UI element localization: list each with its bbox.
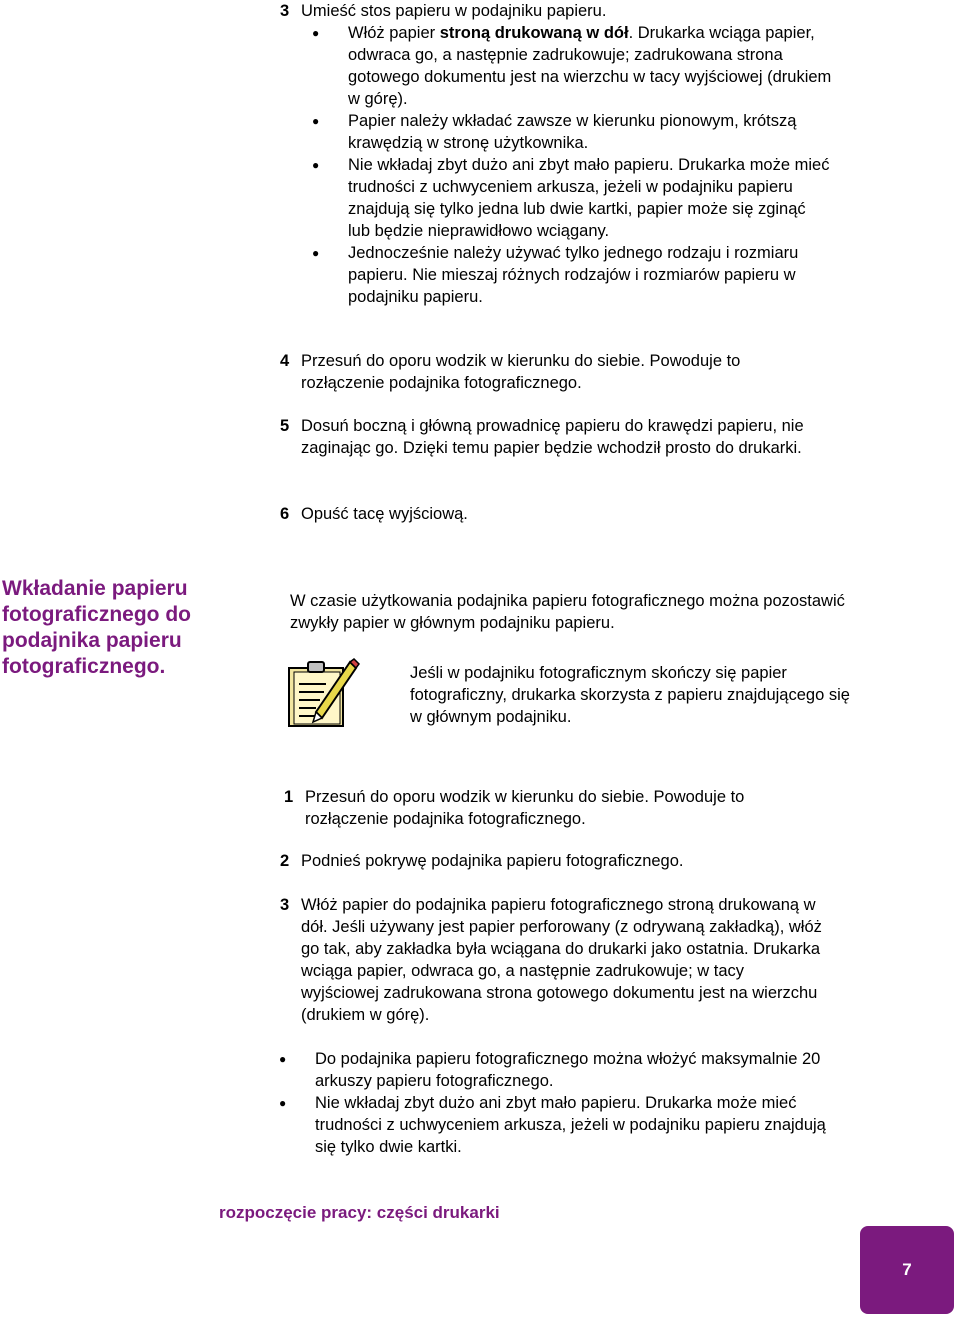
step-2-lift-cover <box>280 850 880 872</box>
note-text: Jeśli w podajniku fotograficznym skończy się papier fotograficzny, drukarka skorzysta z papieru znajdującego się w głównym podajniku. <box>410 664 850 726</box>
step-number: 1 <box>284 788 294 806</box>
list-item: ● Nie wkładaj zbyt dużo ani zbyt mało papieru. Drukarka może mieć trudności z uchwyceniem arkusza, jeżeli w podajniku papieru znajdują się tylko dwie kartki. <box>279 1094 826 1156</box>
step-text: Przesuń do oporu wodzik w kierunku do siebie. Powoduje to rozłączenie podajnika fotograficznego. <box>301 352 741 392</box>
bullet-icon: ● <box>279 1052 287 1066</box>
list-item: ● Papier należy wkładać zawsze w kierunku pionowym, krótszą krawędzią w stronę użytkownika. <box>312 112 797 152</box>
step-text: Umieść stos papieru w podajniku papieru. <box>301 2 607 20</box>
footer-section-title: rozpoczęcie pracy: części drukarki <box>219 1203 500 1222</box>
note-pencil-icon <box>286 656 360 730</box>
step-5-adjust-guides <box>280 415 840 459</box>
step-1-slide-lever <box>284 786 804 830</box>
step-text: Opuść tacę wyjściową. <box>301 505 468 523</box>
page-number-badge <box>860 1226 954 1314</box>
step-3-load-paper <box>280 0 880 22</box>
list-item: ● Włóż papier stroną drukowaną w dół. Drukarka wciąga papier, odwraca go, a następnie zadrukowuje; zadrukowana strona gotowego dokumentu jest na wierzchu w tacy wyjściowej (drukiem w górę). <box>312 24 832 108</box>
step-text: Podnieś pokrywę podajnika papieru fotograficznego. <box>301 852 684 870</box>
bullet-icon: ● <box>312 26 320 40</box>
list-item: ● Jednocześnie należy używać tylko jednego rodzaju i rozmiaru papieru. Nie mieszaj różnych rodzajów i rozmiarów papieru w podajniku papieru. <box>312 244 799 306</box>
bullet-icon: ● <box>312 114 320 128</box>
step-number: 6 <box>280 505 290 523</box>
step-number: 5 <box>280 417 290 435</box>
list-item: ● Nie wkładaj zbyt dużo ani zbyt mało papieru. Drukarka może mieć trudności z uchwyceniem arkusza, jeżeli w podajniku papieru znajdują się tylko jedna lub dwie kartki, papier może się zginąć lub będzie nieprawidłowo wciągany. <box>312 156 830 240</box>
step-3b-bullet-list <box>279 1048 839 1158</box>
section-intro: W czasie użytkowania podajnika papieru fotograficznego można pozostawić zwykły papier w głównym podajniku papieru. <box>290 592 845 632</box>
step-number: 3 <box>280 896 290 914</box>
step-number: 2 <box>280 852 290 870</box>
step-3-bullet-list <box>312 22 832 308</box>
step-text: Przesuń do oporu wodzik w kierunku do siebie. Powoduje to rozłączenie podajnika fotograficznego. <box>305 788 745 828</box>
page-number: 7 <box>902 1260 912 1279</box>
section-heading: Wkładanie papieru fotograficznego do podajnika papieru fotograficznego. <box>2 577 191 678</box>
step-text: Dosuń boczną i główną prowadnicę papieru do krawędzi papieru, nie zaginając go. Dzięki temu papier będzie wchodził prosto do drukarki. <box>301 417 804 457</box>
step-3-insert-photo-paper <box>280 894 825 1026</box>
bullet-icon: ● <box>312 246 320 260</box>
step-4-slide-lever <box>280 350 800 394</box>
step-text: Włóż papier do podajnika papieru fotograficznego stroną drukowaną w dół. Jeśli używany jest papier perforowany (z odrywaną zakładką), włóż go tak, aby zakładka była wciągana do drukarki jako ostatnia. Drukarka wciąga papier, odwraca go, a następnie zadrukowuje; w tacy wyjściowej zadrukowana strona gotowego dokumentu jest na wierzchu (drukiem w górę). <box>301 896 822 1024</box>
bullet-icon: ● <box>312 158 320 172</box>
list-item: ● Do podajnika papieru fotograficznego można włożyć maksymalnie 20 arkuszy papieru fotograficznego. <box>279 1050 821 1090</box>
bullet-icon: ● <box>279 1096 287 1110</box>
step-number: 3 <box>280 2 290 20</box>
step-6-lower-tray <box>280 503 880 525</box>
step-number: 4 <box>280 352 290 370</box>
emphasis-text: stroną drukowaną w dół <box>439 24 629 42</box>
